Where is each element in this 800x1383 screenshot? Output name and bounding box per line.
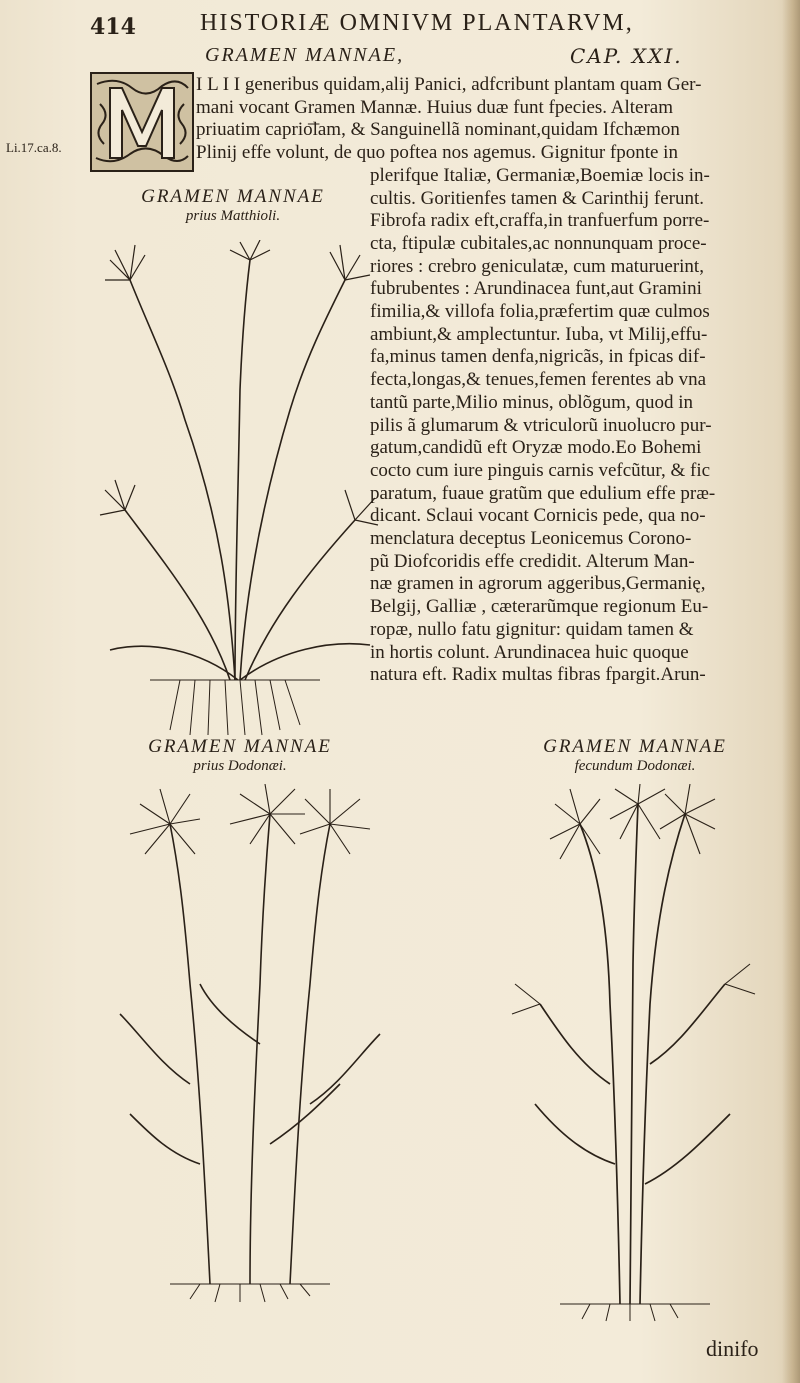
text-line: fubrubentes : Arundinacea funt,aut Gramini [370,278,702,300]
text-line: Fibrofa radix eft,craffa,in tranfuerfum porre- [370,210,710,232]
text-line: in hortis colunt. Arundinacea huic quoque [370,641,689,663]
figure-caption-sub: fecundum Dodonæi. [574,758,696,774]
text-line: natura eft. Radix multas fibras fpargit.Arun- [370,664,706,686]
chapter-title: GRAMEN MANNAE, [205,44,405,66]
text-line: dicant. Sclaui vocant Cornicis pede, qua no- [370,505,706,527]
text-line: ropæ, nullo fatu gignitur: quidam tamen & [370,618,694,640]
text-line: fimilia,& villofa folia,præfertim quæ culmos [370,301,710,323]
text-line: fecta,longas,& tenues,femen ferentes ab vna [370,369,707,391]
figure-caption-title: GRAMEN MANNAE [543,736,727,757]
text-line: næ gramen in agrorum aggeribus,Germanię, [370,573,706,595]
page-spine-shadow [782,0,800,1383]
running-head: HISTORIÆ OMNIVM PLANTARVM, [200,10,634,36]
figure-caption-title: GRAMEN MANNAE [148,736,332,757]
text-line: plerifque Italiæ, Germaniæ,Boemiæ locis in- [370,164,710,186]
figure-caption-sub: prius Dodonæi. [193,758,287,774]
text-line: cultis. Goritienfes tamen & Carinthij ferunt. [370,187,705,209]
figure-caption [88,186,378,225]
text-line: pilis ã glumarum & vtriculorũ inuolucro pur- [370,414,712,436]
margin-note: Li.17.ca.8. [6,140,62,155]
text-line: riores : crebro geniculatæ, cum maturuerint, [370,255,704,277]
reed-woodcut-icon [500,784,770,1324]
text-line: I L I I generibus quidam,alij Panici, adfcribunt plantam quam Ger- [196,74,702,95]
text-line: fa,minus tamen denfa,nigricãs, in fpicas dif- [370,346,706,368]
figure-caption [500,736,770,775]
text-line: mani vocant Gramen Mannæ. Huius duæ funt fpecies. Alteram [196,96,674,118]
grass-woodcut-icon [90,240,380,740]
text-line: ambiunt,& amplectuntur. Iuba, vt Milij,effu- [370,323,708,345]
text-line: paratum, fuaue gratũm que edulium effe præ- [370,482,716,504]
text-line: pũ Diofcoridis effe credidit. Alterum Man- [370,550,695,572]
text-line: menclatura deceptus Leonicemus Corono- [370,528,692,550]
text-line: tantũ parte,Milio minus, oblõgum, quod in [370,391,693,413]
chapter-number: CAP. XXI. [570,44,683,68]
text-line: Plinij effe volunt, de quo poftea nos agemus. Gignitur fponte in [196,142,678,164]
catchword: dinifo [706,1336,759,1361]
text-line: Belgij, Galliæ , cæterarũmque regionum Eu- [370,596,709,618]
text-line: cta, ftipulæ cubitales,ac nonnunquam proce- [370,232,707,254]
figure-caption-title: GRAMEN MANNAE [141,186,325,207]
text-line: cocto cum iure pinguis carnis vefcũtur, & fic [370,459,711,481]
text-line: gatum,candidũ eft Oryzæ modo.Eo Bohemi [370,437,702,459]
figure-caption-sub: prius Matthioli. [185,208,281,224]
text-line: priuatim caprio͞lam, & Sanguinellã nominant,quidam Ifchæmon [196,119,680,141]
figure-caption [100,736,380,775]
millet-woodcut-icon [110,784,390,1304]
page-number: 414 [90,14,136,40]
